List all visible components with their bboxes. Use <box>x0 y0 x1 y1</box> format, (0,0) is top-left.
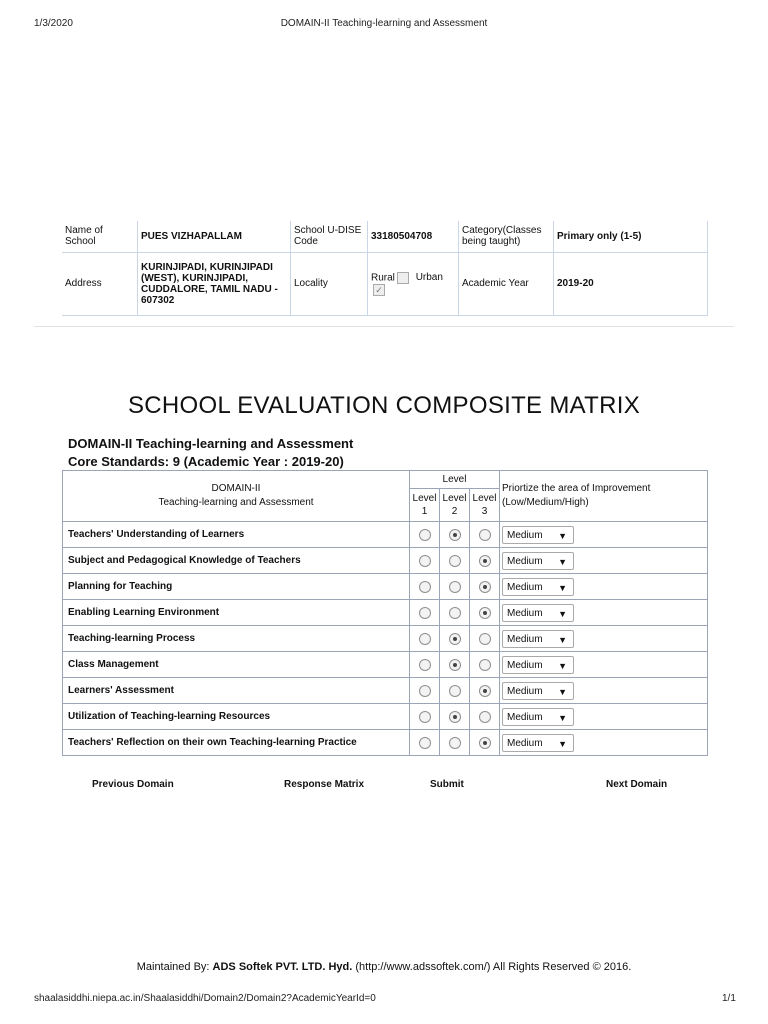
print-page: 1/1 <box>722 993 736 1004</box>
urban-label: Urban <box>415 272 443 284</box>
level-2-cell <box>440 548 470 574</box>
maintained-suffix: (http://www.adssoftek.com/) All Rights Reserved © 2016. <box>352 961 632 973</box>
udise-value: 33180504708 <box>368 221 459 252</box>
priority-select[interactable] <box>502 656 574 674</box>
level-2-radio[interactable] <box>449 607 461 619</box>
level-1-cell <box>410 652 440 678</box>
level-number: 1 <box>421 506 428 518</box>
priority-select[interactable] <box>502 578 574 596</box>
chevron-down-icon: ▼ <box>558 556 567 567</box>
priority-select[interactable] <box>502 734 574 752</box>
priority-cell <box>500 600 708 626</box>
priority-select[interactable] <box>502 708 574 726</box>
level-word: Level <box>472 493 497 505</box>
previous-domain-button[interactable]: Previous Domain <box>92 779 174 790</box>
matrix-row <box>63 574 708 600</box>
divider <box>34 326 734 327</box>
priority-value: Medium <box>507 711 543 723</box>
priority-cell <box>500 704 708 730</box>
priority-value: Medium <box>507 685 543 697</box>
chevron-down-icon: ▼ <box>558 530 567 541</box>
level-3-cell <box>470 652 500 678</box>
level-1-radio[interactable] <box>419 659 431 671</box>
level-3-radio[interactable] <box>479 555 491 567</box>
level-2-cell <box>440 704 470 730</box>
level-header: Level <box>410 471 500 489</box>
year-value: 2019-20 <box>554 252 708 315</box>
level-1-radio[interactable] <box>419 685 431 697</box>
priority-cell <box>500 678 708 704</box>
submit-button[interactable]: Submit <box>430 779 464 790</box>
priority-cell <box>500 730 708 756</box>
standard-label: Teachers' Reflection on their own Teaching-learning Practice <box>63 730 410 756</box>
name-label: Name of School <box>62 221 138 252</box>
level-2-cell <box>440 574 470 600</box>
priority-cell <box>500 652 708 678</box>
chevron-down-icon: ▼ <box>558 660 567 671</box>
page-title: SCHOOL EVALUATION COMPOSITE MATRIX <box>127 392 641 419</box>
level-1-radio[interactable] <box>419 581 431 593</box>
level-2-radio[interactable] <box>449 737 461 749</box>
priority-value: Medium <box>507 633 543 645</box>
priority-select[interactable] <box>502 526 574 544</box>
print-date: 1/3/2020 <box>34 18 73 29</box>
name-value: PUES VIZHAPALLAM <box>138 221 291 252</box>
level-1-cell <box>410 548 440 574</box>
priority-header: Priortize the area of Improvement (Low/Medium/High) <box>500 471 708 522</box>
standard-label: Teachers' Understanding of Learners <box>63 522 410 548</box>
priority-value: Medium <box>507 555 543 567</box>
level-3-radio[interactable] <box>479 607 491 619</box>
school-info-table <box>62 221 708 316</box>
rural-checkbox[interactable] <box>397 272 409 284</box>
level-1-cell <box>410 522 440 548</box>
level-3-radio[interactable] <box>479 685 491 697</box>
address-label: Address <box>62 252 138 315</box>
category-value: Primary only (1-5) <box>554 221 708 252</box>
level-2-cell <box>440 600 470 626</box>
chevron-down-icon: ▼ <box>558 712 567 723</box>
priority-value: Medium <box>507 659 543 671</box>
category-label: Category(Classes being taught) <box>459 221 554 252</box>
level-2-header <box>440 489 470 522</box>
level-2-cell <box>440 626 470 652</box>
priority-select[interactable] <box>502 604 574 622</box>
level-1-radio[interactable] <box>419 633 431 645</box>
domain-column-header <box>63 471 410 522</box>
chevron-down-icon: ▼ <box>558 634 567 645</box>
chevron-down-icon: ▼ <box>558 738 567 749</box>
level-3-header <box>470 489 500 522</box>
priority-cell <box>500 626 708 652</box>
level-2-radio[interactable] <box>449 529 461 541</box>
level-word: Level <box>412 493 437 505</box>
maintained-company: ADS Softek PVT. LTD. Hyd. <box>212 961 353 973</box>
level-2-radio[interactable] <box>449 685 461 697</box>
level-2-cell <box>440 678 470 704</box>
level-3-cell <box>470 730 500 756</box>
matrix-row <box>63 652 708 678</box>
next-domain-button[interactable]: Next Domain <box>606 779 668 790</box>
level-1-radio[interactable] <box>419 711 431 723</box>
priority-value: Medium <box>507 581 543 593</box>
level-2-cell <box>440 522 470 548</box>
level-number: 2 <box>451 506 458 518</box>
level-3-cell <box>470 522 500 548</box>
level-1-radio[interactable] <box>419 555 431 567</box>
udise-label: School U-DISE Code <box>291 221 368 252</box>
standard-label: Utilization of Teaching-learning Resources <box>63 704 410 730</box>
level-2-radio[interactable] <box>449 555 461 567</box>
level-1-radio[interactable] <box>419 737 431 749</box>
level-3-cell <box>470 600 500 626</box>
level-2-radio[interactable] <box>449 711 461 723</box>
level-3-cell <box>470 704 500 730</box>
level-1-cell <box>410 678 440 704</box>
standard-label: Subject and Pedagogical Knowledge of Teachers <box>63 548 410 574</box>
print-url: shaalasiddhi.niepa.ac.in/Shaalasiddhi/Domain2/Domain2?AcademicYearId=0 <box>34 993 376 1004</box>
domain-column-line2: Teaching-learning and Assessment <box>158 497 314 508</box>
priority-value: Medium <box>507 737 543 749</box>
level-1-radio[interactable] <box>419 607 431 619</box>
priority-value: Medium <box>507 529 543 541</box>
maintained-prefix: Maintained By: <box>136 961 213 973</box>
locality-options <box>368 252 459 315</box>
level-1-cell <box>410 626 440 652</box>
level-2-cell <box>440 652 470 678</box>
priority-cell <box>500 574 708 600</box>
chevron-down-icon: ▼ <box>558 582 567 593</box>
matrix-row <box>63 548 708 574</box>
level-2-radio[interactable] <box>449 659 461 671</box>
chevron-down-icon: ▼ <box>558 686 567 697</box>
level-2-cell <box>440 730 470 756</box>
level-number: 3 <box>481 506 488 518</box>
standard-label: Enabling Learning Environment <box>63 600 410 626</box>
priority-value: Medium <box>507 607 543 619</box>
year-label: Academic Year <box>459 252 554 315</box>
maintained-by <box>0 961 768 973</box>
domain-column-line1: DOMAIN-II <box>211 483 261 494</box>
matrix-row <box>63 678 708 704</box>
level-1-radio[interactable] <box>419 529 431 541</box>
locality-label: Locality <box>291 252 368 315</box>
level-1-cell <box>410 730 440 756</box>
matrix-row <box>63 704 708 730</box>
standard-label: Class Management <box>63 652 410 678</box>
print-title: DOMAIN-II Teaching-learning and Assessment <box>280 18 488 29</box>
matrix-row <box>63 522 708 548</box>
level-1-cell <box>410 600 440 626</box>
urban-checkbox[interactable]: ✓ <box>373 284 385 296</box>
matrix-row <box>63 600 708 626</box>
level-3-cell <box>470 626 500 652</box>
core-standards: Core Standards: 9 (Academic Year : 2019-20) <box>68 454 344 469</box>
level-3-radio[interactable] <box>479 529 491 541</box>
level-3-cell <box>470 678 500 704</box>
level-3-radio[interactable] <box>479 581 491 593</box>
level-3-radio[interactable] <box>479 711 491 723</box>
matrix-row <box>63 730 708 756</box>
address-value: KURINJIPADI, KURINJIPADI (WEST), KURINJIPADI, CUDDALORE, TAMIL NADU - 607302 <box>138 252 291 315</box>
level-3-radio[interactable] <box>479 737 491 749</box>
matrix-row <box>63 626 708 652</box>
level-3-radio[interactable] <box>479 633 491 645</box>
priority-select[interactable] <box>502 682 574 700</box>
rural-label: Rural <box>371 272 395 284</box>
standard-label: Planning for Teaching <box>63 574 410 600</box>
standard-label: Teaching-learning Process <box>63 626 410 652</box>
level-2-radio[interactable] <box>449 633 461 645</box>
chevron-down-icon: ▼ <box>558 608 567 619</box>
response-matrix-button[interactable]: Response Matrix <box>284 779 365 790</box>
priority-select[interactable] <box>502 552 574 570</box>
level-3-cell <box>470 548 500 574</box>
level-1-cell <box>410 704 440 730</box>
priority-cell <box>500 548 708 574</box>
priority-cell <box>500 522 708 548</box>
level-1-header <box>410 489 440 522</box>
priority-select[interactable] <box>502 630 574 648</box>
level-3-radio[interactable] <box>479 659 491 671</box>
evaluation-matrix <box>62 470 708 756</box>
standard-label: Learners' Assessment <box>63 678 410 704</box>
level-2-radio[interactable] <box>449 581 461 593</box>
level-word: Level <box>442 493 467 505</box>
domain-heading: DOMAIN-II Teaching-learning and Assessment <box>68 436 354 451</box>
level-3-cell <box>470 574 500 600</box>
level-1-cell <box>410 574 440 600</box>
